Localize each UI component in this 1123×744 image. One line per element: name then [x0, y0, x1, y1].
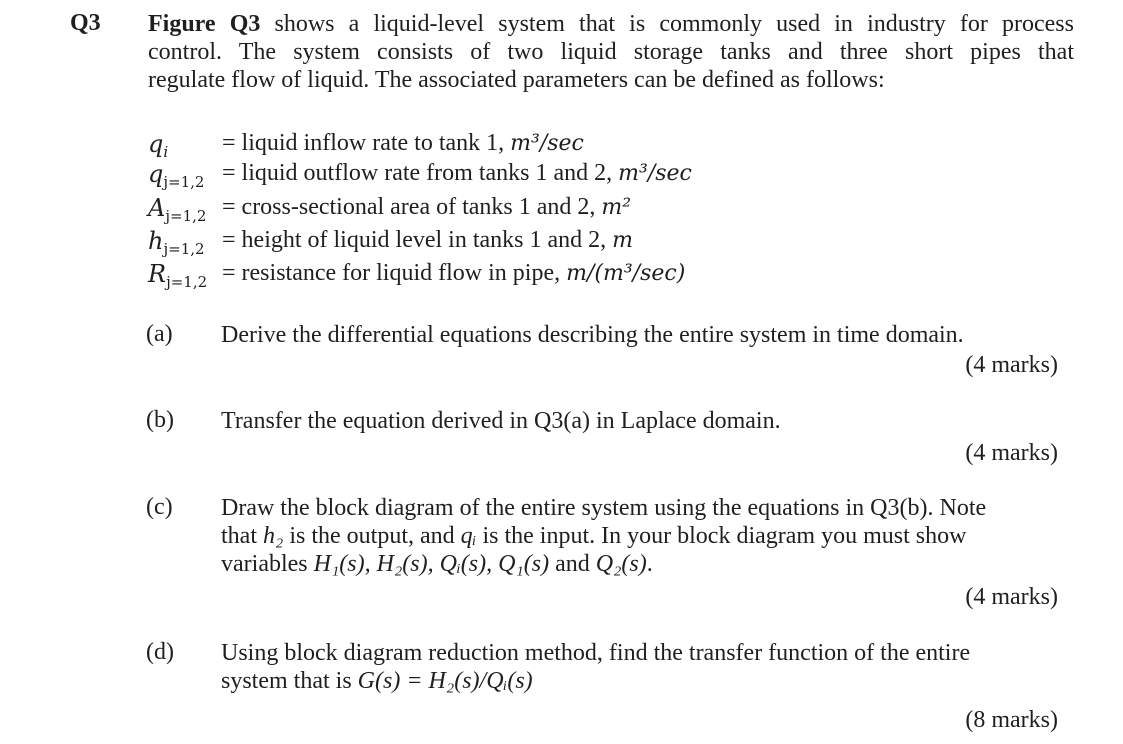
part-a-marks: (4 marks): [965, 352, 1058, 378]
part-c-text: [221, 494, 1021, 578]
definition-symbol-qj: $q_{j=1,2}$: [148, 160, 205, 191]
part-c-marks: (4 marks): [965, 584, 1058, 610]
part-d-label: (d): [146, 639, 174, 665]
definition-text-aj: = cross-sectional area of tanks 1 and 2, m²: [222, 194, 632, 220]
definition-text-qi: = liquid inflow rate to tank 1, m³/sec: [222, 130, 584, 156]
definition-symbol-hj: $h_{j=1,2}$: [148, 227, 205, 258]
part-c-line-1: Draw the block diagram of the entire system using the equations in Q3(b). Note: [221, 495, 987, 521]
part-a-text: Derive the differential equations describing the entire system in time domain.: [221, 322, 964, 348]
transfer-function-formula: G(s) = H₂(s)/Qᵢ(s): [357, 668, 533, 694]
intro-line-3: regulate flow of liquid. The associated parameters can be defined as follows:: [148, 67, 885, 93]
question-number: Q3: [70, 10, 101, 36]
part-d-line-2: system that is G(s) = H₂(s)/Qᵢ(s): [221, 668, 533, 694]
definition-symbol-rj: $R_{j=1,2}$: [148, 260, 208, 291]
part-b-marks: (4 marks): [965, 440, 1058, 466]
intro-line-1: Figure Q3 shows a liquid-level system that is commonly used in industry for process: [148, 11, 1074, 37]
question-intro: [148, 10, 1074, 94]
part-b-label: (b): [146, 407, 174, 433]
part-c-line-3: variables H₁(s), H₂(s), Qᵢ(s), Q₁(s) and Q₂(s).: [221, 551, 653, 577]
intro-line-2: control. The system consists of two liquid storage tanks and three short pipes that: [148, 39, 1074, 65]
definition-text-rj: = resistance for liquid flow in pipe, m/(m³/sec): [222, 260, 686, 286]
definition-symbol-qi: $q_i$: [148, 130, 169, 161]
part-c-label: (c): [146, 494, 173, 520]
part-d-marks: (8 marks): [965, 707, 1058, 733]
part-b-text: Transfer the equation derived in Q3(a) in Laplace domain.: [221, 408, 781, 434]
definition-text-qj: = liquid outflow rate from tanks 1 and 2, m³/sec: [222, 160, 692, 186]
part-d-text: [221, 639, 1021, 695]
definition-text-hj: = height of liquid level in tanks 1 and 2, m: [222, 227, 634, 253]
definition-symbol-aj: $A_{j=1,2}$: [148, 194, 207, 225]
part-a-label: (a): [146, 321, 173, 347]
part-c-line-2: that h₂ is the output, and qᵢ is the input. In your block diagram you must show: [221, 523, 967, 549]
part-d-line-1: Using block diagram reduction method, find the transfer function of the entire: [221, 640, 971, 666]
figure-reference: Figure Q3: [148, 11, 261, 37]
